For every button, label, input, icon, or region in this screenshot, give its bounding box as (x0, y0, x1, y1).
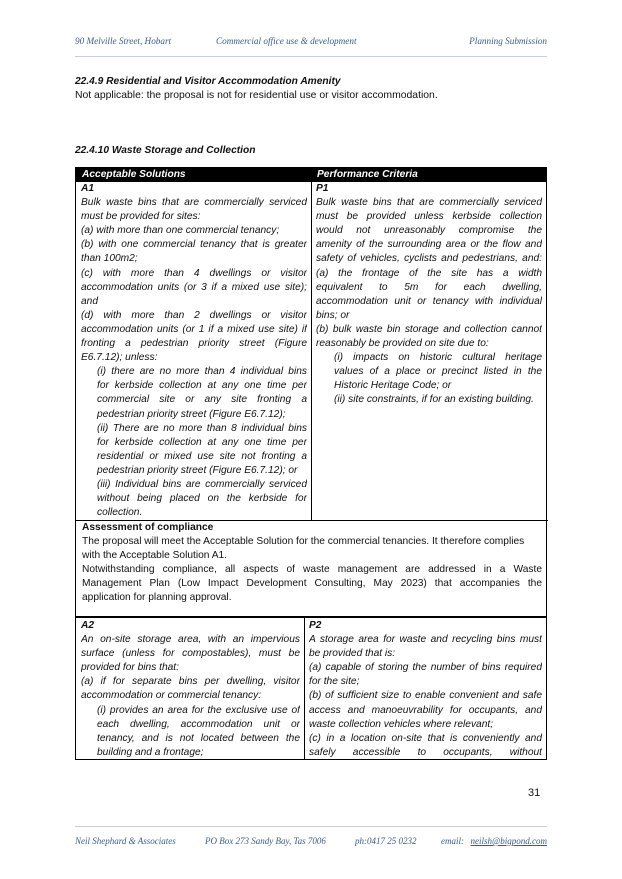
text-line: access and manoeuvrability for occupants, and (309, 704, 542, 716)
text-line: (b) of sufficient size to enable convenient and safe (309, 690, 542, 702)
footer-rule (75, 826, 547, 827)
text-line: surface (unless for compostables), must be (81, 648, 300, 660)
text-line: Bulk waste bins that are commercially serviced (81, 197, 307, 209)
text-line: Bulk waste bins that are commercially serviced (316, 197, 542, 209)
text-line: (ii) site constraints, if for an existing building. (334, 394, 534, 406)
section-heading-22-4-10: 22.4.10 Waste Storage and Collection (75, 145, 256, 156)
text-line: (i) provides an area for the exclusive use of (97, 704, 300, 716)
text-line: Management Plan (Low Impact Development Consulting, May 2023) that accompanies the (82, 578, 542, 590)
assessment-of-compliance (76, 520, 548, 606)
footer-email-label: email: (441, 836, 464, 846)
text-line: (d) with more than 2 dwellings or visitor (81, 309, 307, 321)
footer-po-box: PO Box 273 Sandy Bay, Tas 7006 (205, 836, 326, 846)
text-line: (a) capable of storing the number of bins required (309, 662, 542, 674)
p2-label: P2 (309, 620, 322, 631)
text-line: building and a frontage; (97, 746, 204, 758)
footer-email-link[interactable]: neilsh@bigpond.com (470, 836, 547, 846)
waste-table (75, 167, 547, 617)
a1-cell (81, 182, 307, 520)
text-line: E6.7.12); unless: (81, 352, 158, 364)
text-line: waste collection vehicles where relevant; (309, 718, 494, 730)
text-line: pedestrian priority street (Figure E6.7.12); or (97, 464, 298, 476)
column-header-acceptable: Acceptable Solutions (82, 169, 186, 180)
text-line: (iii) Individual bins are commercially serviced (97, 478, 307, 490)
text-line: A storage area for waste and recycling bins must (309, 634, 542, 646)
text-line: accommodation unit or tenancy with individual (316, 295, 542, 307)
text-line: accommodation units (or 1 if a mixed use site) if (81, 323, 307, 335)
p1-cell (316, 182, 542, 408)
text-line: commercial site or any site fronting a (97, 394, 307, 406)
p1-label: P1 (316, 183, 329, 194)
text-line: each dwelling, accommodation unit or (97, 718, 300, 730)
page-footer (75, 836, 547, 850)
text-line: amenity of the surrounding area or the flow and (316, 239, 542, 251)
text-line: and (81, 295, 98, 307)
text-line: (i) there are no more than 4 individual bins (97, 366, 307, 378)
assessment-heading: Assessment of compliance (82, 522, 214, 533)
a2-label: A2 (81, 620, 95, 631)
text-line: (a) with more than one commercial tenancy; (81, 225, 280, 237)
text-line: values of a place or precinct listed in the (334, 366, 542, 378)
text-line: accommodation or commercial tenancy: (81, 690, 262, 702)
text-line: tenancy, and is not located between the (97, 732, 300, 744)
text-line: than 100m2; (81, 253, 138, 265)
footer-phone: ph:0417 25 0232 (355, 836, 417, 846)
text-line: (a) if for separate bins per dwelling, visitor (81, 676, 300, 688)
text-line: (b) with one commercial tenancy that is greater (81, 239, 307, 251)
a1-label: A1 (81, 183, 95, 194)
text-line: safely accessible to occupants, without (309, 746, 542, 758)
text-line: bins; or (316, 309, 350, 321)
text-line: (b) bulk waste bin storage and collection cannot (316, 323, 542, 335)
header-document: Planning Submission (469, 36, 547, 46)
footer-firm: Neil Shephard & Associates (75, 836, 176, 846)
text-line: provided for bins that: (81, 662, 179, 674)
column-header-performance: Performance Criteria (317, 169, 418, 180)
text-line: Historic Heritage Code; or (334, 380, 452, 392)
text-line: (ii) There are no more than 8 individual bins (97, 422, 307, 434)
text-line: must be provided for sites: (81, 211, 201, 223)
text-line: reasonably be provided on site due to: (316, 338, 489, 350)
p2-cell (309, 619, 542, 760)
section-22-4-9-text: Not applicable: the proposal is not for residential use or visitor accommodation. (75, 90, 438, 101)
column-divider (304, 618, 305, 759)
text-line: equivalent to 5m for each dwelling, (316, 281, 542, 293)
text-line: for kerbside collection at any one time per (97, 380, 307, 392)
text-line: must be provided unless kerbside collection (316, 211, 542, 223)
page-header (75, 36, 547, 50)
a2-cell (81, 619, 300, 760)
text-line: (c) with more than 4 dwellings or visitor (81, 267, 307, 279)
page-number: 31 (528, 787, 541, 799)
section-heading-22-4-9: 22.4.9 Residential and Visitor Accommodation Amenity (75, 76, 341, 87)
text-line: for the site; (309, 676, 360, 688)
text-line: The proposal will meet the Acceptable Solution for the commercial tenancies. It therefore complies (82, 536, 525, 548)
text-line: (a) the frontage of the site has a width (316, 267, 542, 279)
text-line: residential or mixed use site not fronting a (97, 450, 307, 462)
text-line: be provided that is: (309, 648, 396, 660)
header-rule (75, 56, 547, 57)
header-address: 90 Melville Street, Hobart (75, 36, 172, 46)
text-line: safety of vehicles, cyclists and pedestrians, and: (316, 253, 542, 265)
text-line: without being placed on the kerbside for (97, 493, 307, 505)
header-use: Commercial office use & development (216, 36, 357, 46)
waste-storage-table (75, 617, 547, 760)
text-line: collection. (97, 507, 143, 519)
text-line: (i) impacts on historic cultural heritage (334, 352, 542, 364)
column-divider (311, 168, 312, 520)
text-line: application for planning approval. (82, 592, 232, 604)
text-line: for kerbside collection at any one time per (97, 436, 307, 448)
text-line: fronting a pedestrian priority street (Figure (81, 338, 307, 350)
text-line: pedestrian priority street (Figure E6.7.12); (97, 408, 286, 420)
text-line: (c) in a location on-site that is conveniently and (309, 732, 542, 744)
text-line: with the Acceptable Solution A1. (82, 550, 227, 562)
text-line: accommodation units (or 3 if a mixed use site); (81, 281, 307, 293)
text-line: An on-site storage area, with an impervious (81, 634, 300, 646)
text-line: would not unreasonably compromise the (316, 225, 542, 237)
text-line: Notwithstanding compliance, all aspects of waste management are addressed in a Waste (82, 564, 542, 576)
